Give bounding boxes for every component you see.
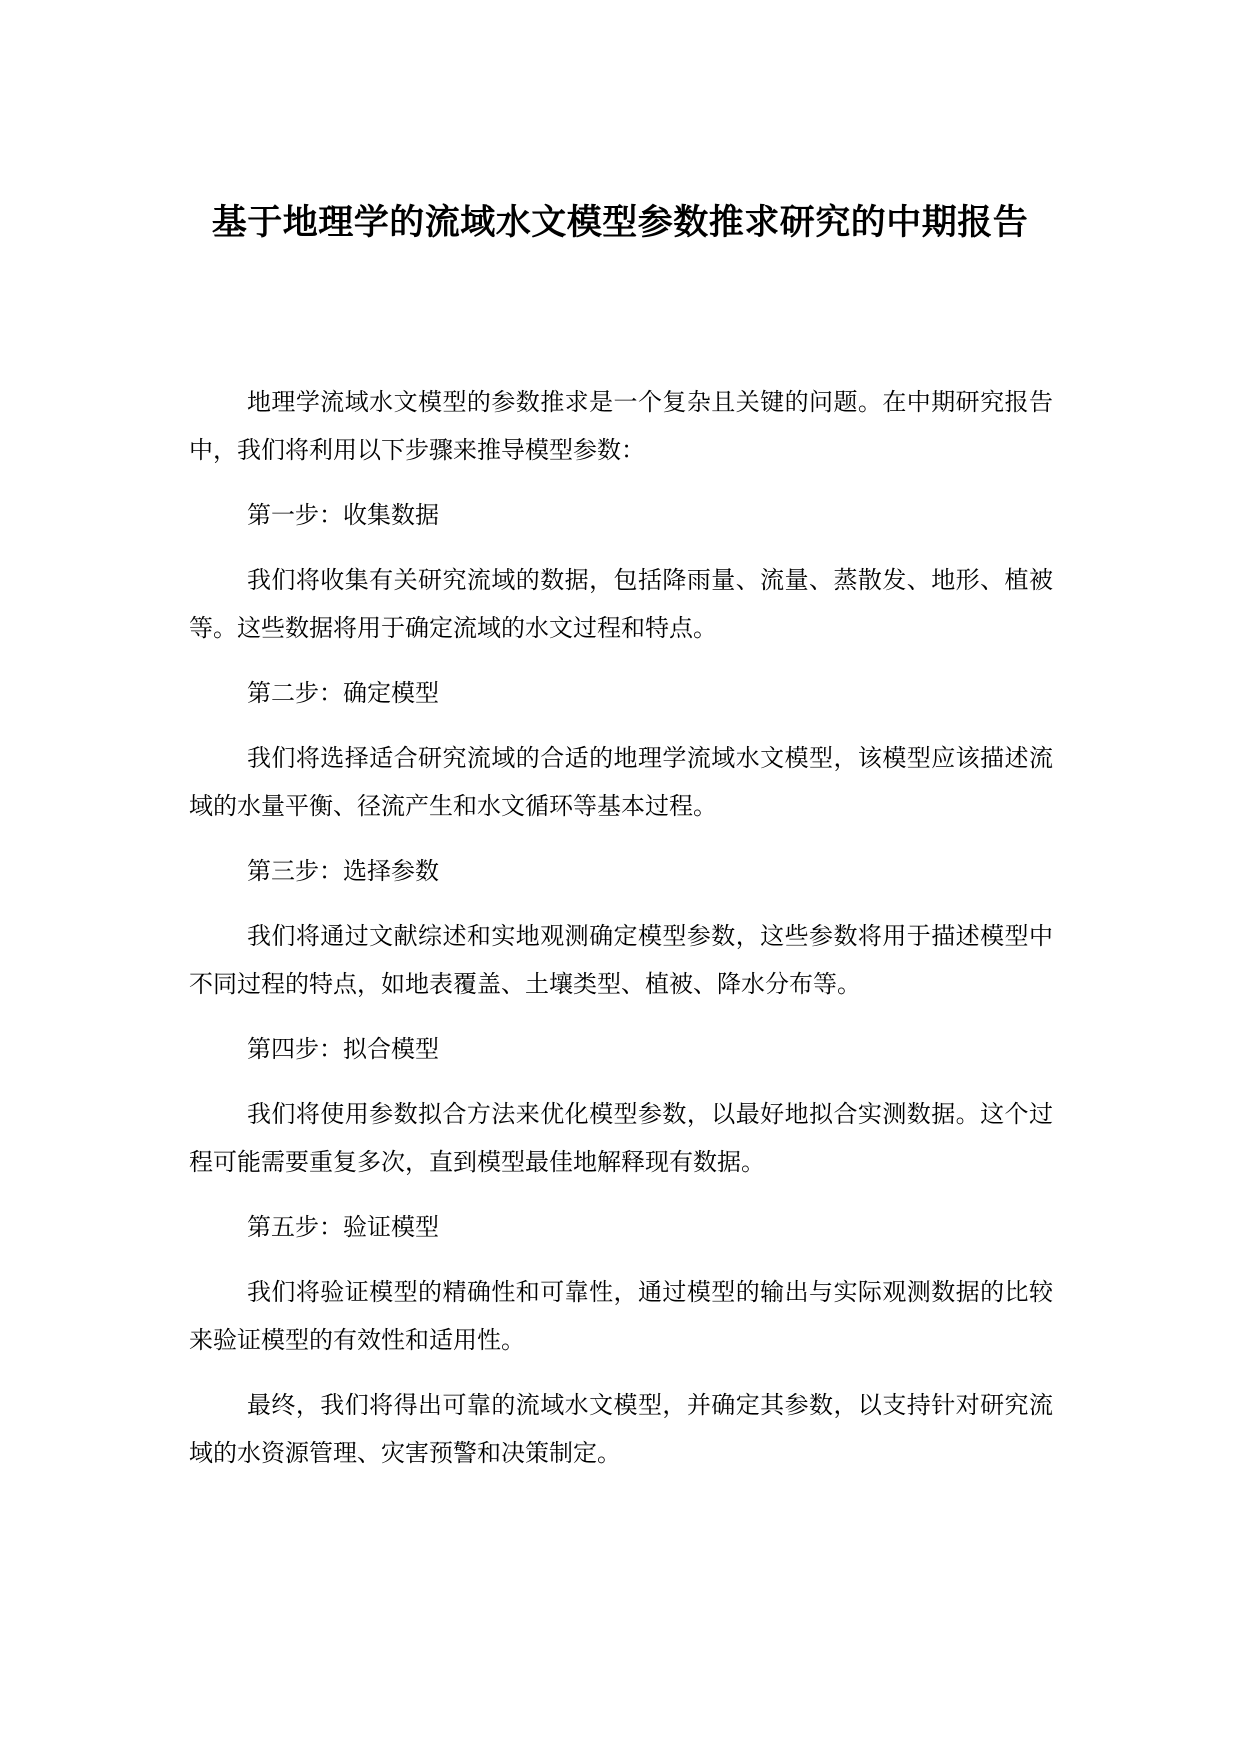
step-4-paragraph: 我们将使用参数拟合方法来优化模型参数，以最好地拟合实测数据。这个过程可能需要重复多次，直到模型最佳地解释现有数据。 [189, 1100, 1053, 1176]
step-1-paragraph: 我们将收集有关研究流域的数据，包括降雨量、流量、蒸散发、地形、植被等。这些数据将用于确定流域的水文过程和特点。 [189, 566, 1053, 642]
step-5-paragraph: 我们将验证模型的精确性和可靠性，通过模型的输出与实际观测数据的比较来验证模型的有效性和适用性。 [189, 1278, 1053, 1354]
document-title: 基于地理学的流域水文模型参数推求研究的中期报告 [211, 203, 1029, 243]
document-body [189, 378, 1053, 1494]
step-heading-2: 第二步：确定模型 [247, 679, 439, 707]
step-3-paragraph: 我们将通过文献综述和实地观测确定模型参数，这些参数将用于描述模型中不同过程的特点，如地表覆盖、土壤类型、植被、降水分布等。 [189, 922, 1053, 998]
step-2-paragraph: 我们将选择适合研究流域的合适的地理学流域水文模型，该模型应该描述流域的水量平衡、径流产生和水文循环等基本过程。 [189, 744, 1053, 820]
conclusion-paragraph: 最终，我们将得出可靠的流域水文模型，并确定其参数，以支持针对研究流域的水资源管理、灾害预警和决策制定。 [189, 1391, 1053, 1467]
step-heading-1: 第一步：收集数据 [247, 501, 439, 529]
step-heading-4: 第四步：拟合模型 [247, 1035, 439, 1063]
intro-paragraph: 地理学流域水文模型的参数推求是一个复杂且关键的问题。在中期研究报告中，我们将利用以下步骤来推导模型参数： [189, 388, 1053, 464]
step-heading-3: 第三步：选择参数 [247, 857, 439, 885]
step-heading-5: 第五步：验证模型 [247, 1213, 439, 1241]
